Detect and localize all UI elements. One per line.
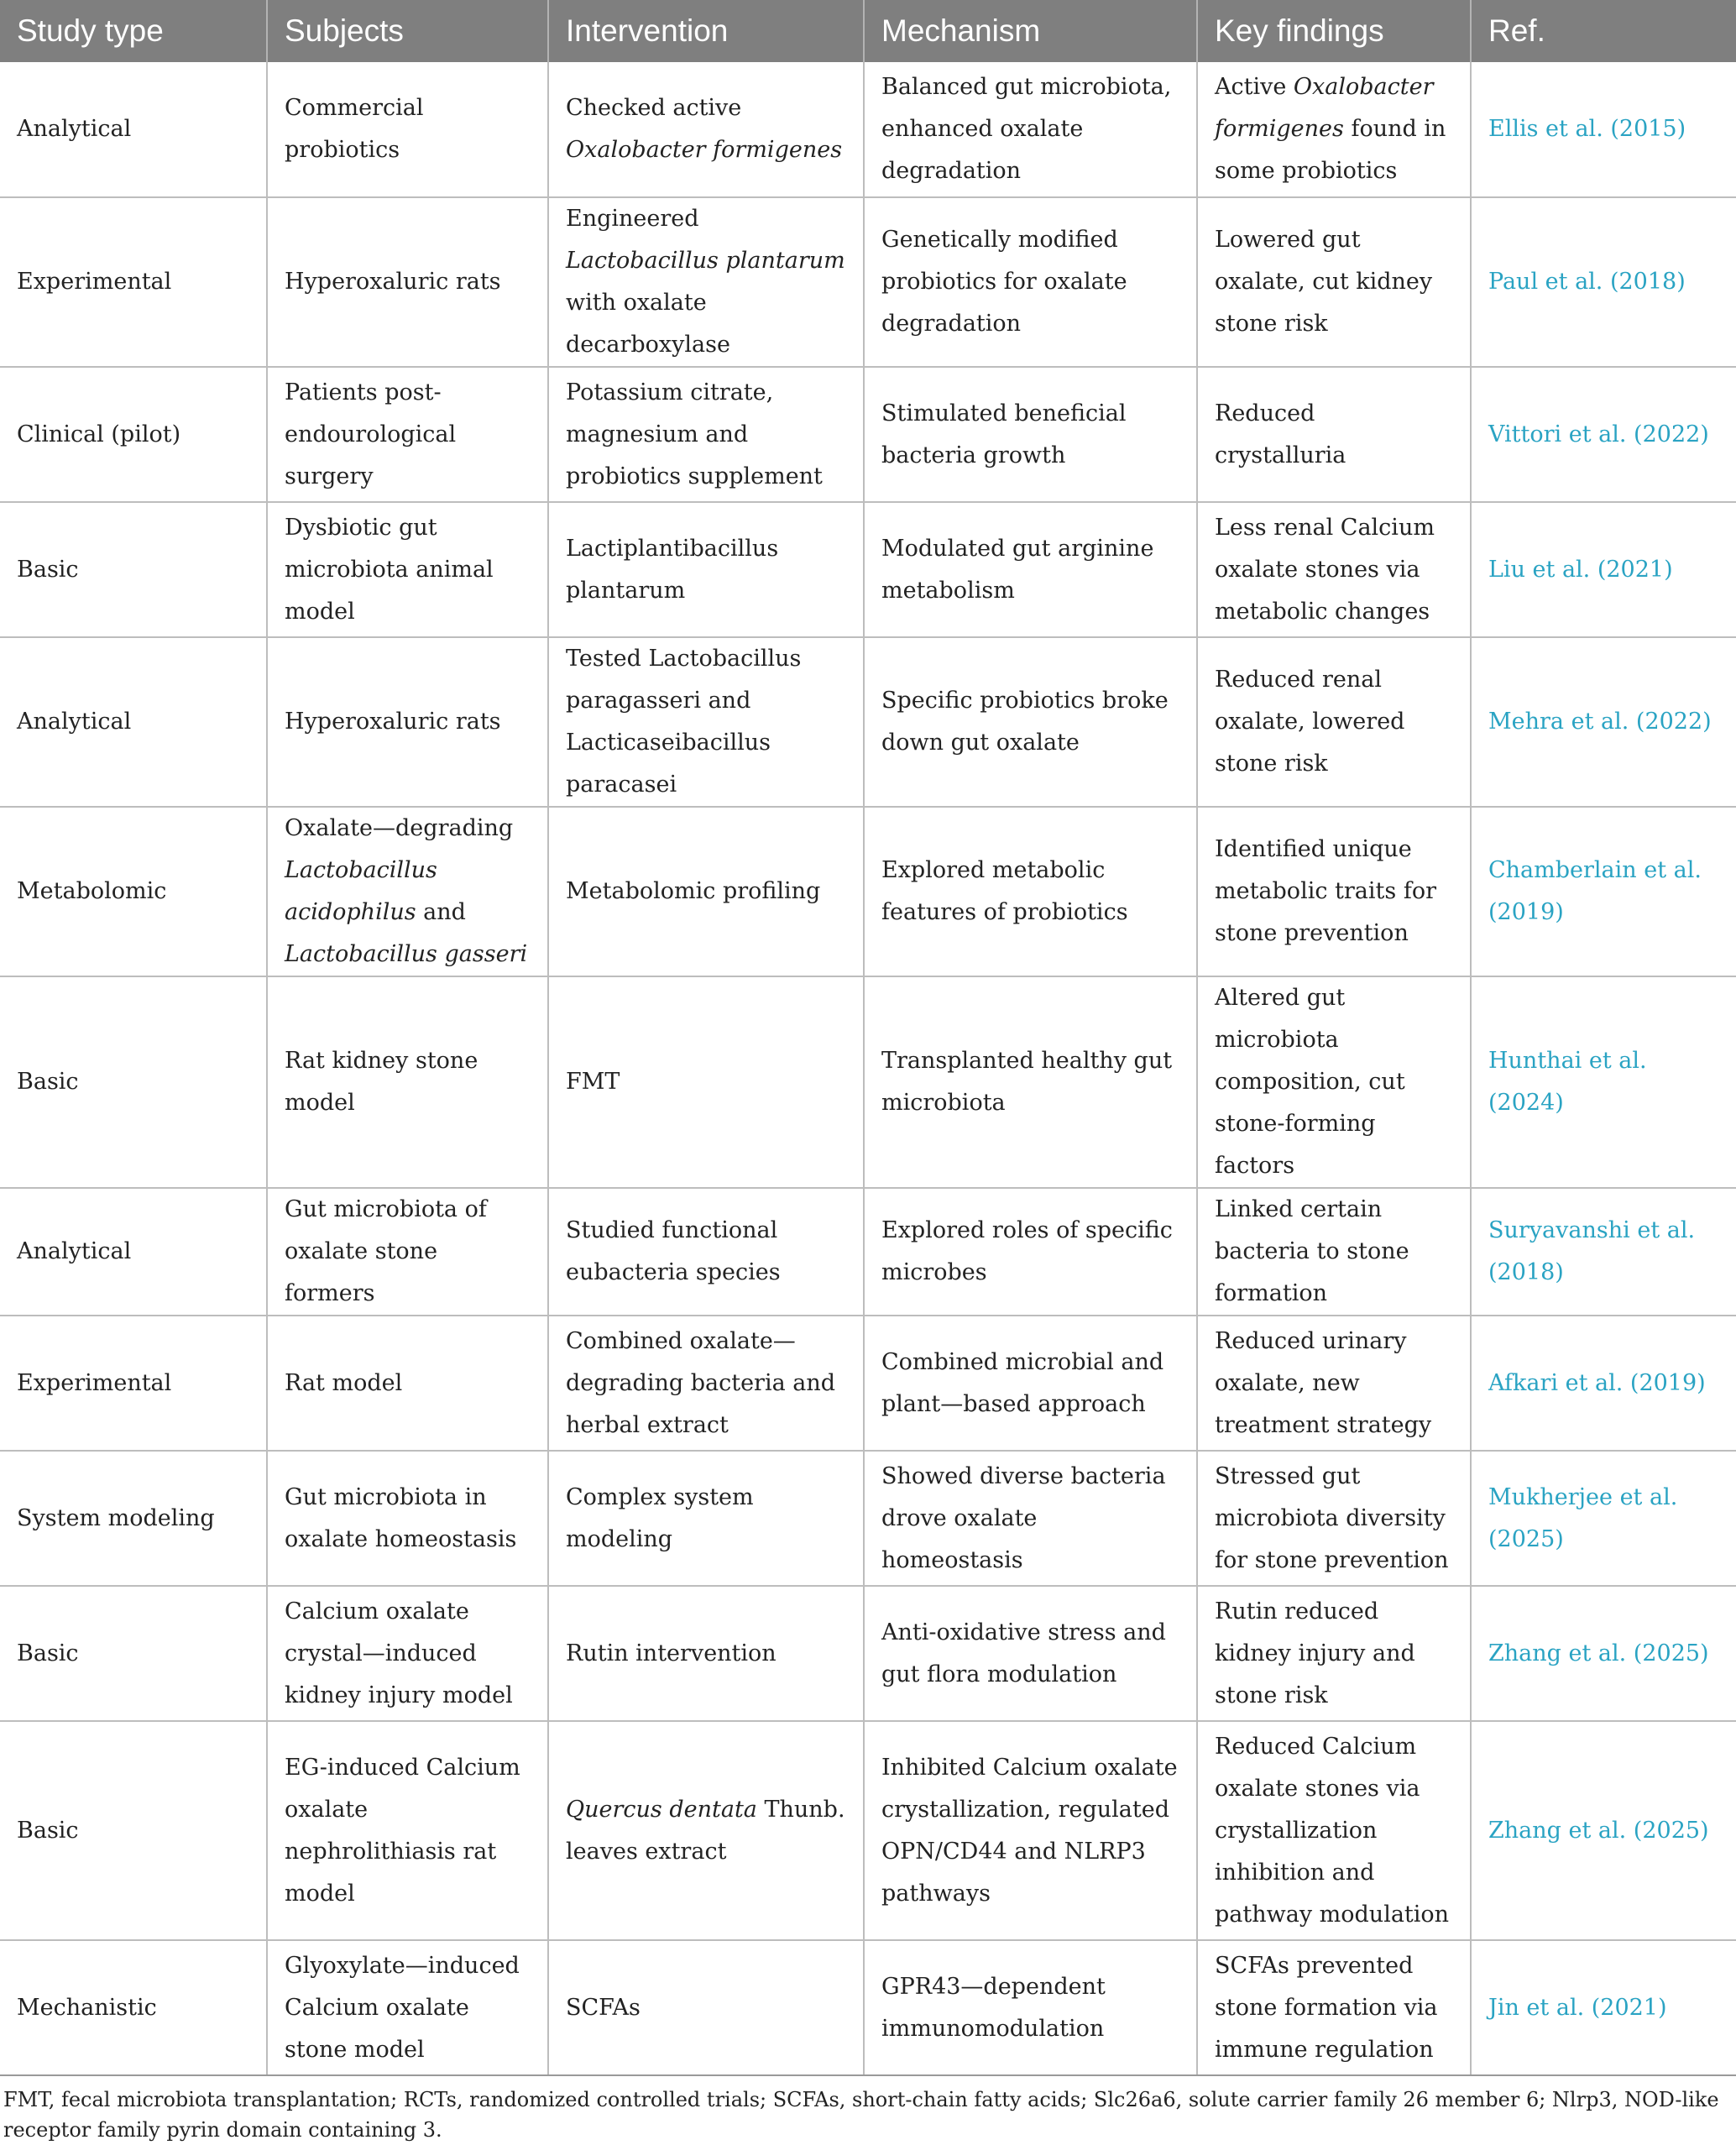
reference-link[interactable]: Vittori et al. (2022) <box>1471 367 1736 502</box>
cell-study-type: Analytical <box>0 1188 267 1316</box>
cell-subjects: Rat model <box>267 1316 548 1451</box>
cell-subjects: Gut microbiota of oxalate stone formers <box>267 1188 548 1316</box>
cell-subjects: Patients post-endourological surgery <box>267 367 548 502</box>
cell-key-findings: Identified unique metabolic traits for stone prevention <box>1197 807 1471 976</box>
reference-link[interactable]: Chamberlain et al. (2019) <box>1471 807 1736 976</box>
cell-study-type: Experimental <box>0 197 267 367</box>
cell-intervention: FMT <box>548 976 864 1188</box>
text: Checked active <box>566 95 742 121</box>
cell-subjects: Gut microbiota in oxalate homeostasis <box>267 1451 548 1586</box>
species-name: Quercus dentata <box>566 1796 757 1823</box>
cell-key-findings: Reduced renal oxalate, lowered stone risk <box>1197 637 1471 807</box>
reference-link[interactable]: Suryavanshi et al. (2018) <box>1471 1188 1736 1316</box>
reference-link[interactable]: Ellis et al. (2015) <box>1471 62 1736 197</box>
species-name: Lactobacillus plantarum <box>566 248 845 274</box>
reference-link[interactable]: Afkari et al. (2019) <box>1471 1316 1736 1451</box>
cell-intervention <box>548 197 864 367</box>
cell-study-type: System modeling <box>0 1451 267 1586</box>
cell-key-findings: Stressed gut microbiota diversity for stone prevention <box>1197 1451 1471 1586</box>
cell-study-type: Analytical <box>0 62 267 197</box>
species-name: Lactobacillus acidophilus <box>285 857 437 925</box>
cell-mechanism: Modulated gut arginine metabolism <box>864 502 1197 637</box>
reference-link[interactable]: Jin et al. (2021) <box>1471 1940 1736 2075</box>
cell-mechanism: Anti-oxidative stress and gut flora modulation <box>864 1586 1197 1721</box>
table-row <box>0 502 1736 637</box>
reference-link[interactable]: Zhang et al. (2025) <box>1471 1721 1736 1940</box>
table-row <box>0 367 1736 502</box>
cell-mechanism: Genetically modified probiotics for oxalate degradation <box>864 197 1197 367</box>
cell-mechanism: Inhibited Calcium oxalate crystallization, regulated OPN/CD44 and NLRP3 pathways <box>864 1721 1197 1940</box>
cell-key-findings: Lowered gut oxalate, cut kidney stone risk <box>1197 197 1471 367</box>
cell-subjects: Dysbiotic gut microbiota animal model <box>267 502 548 637</box>
cell-study-type: Basic <box>0 1586 267 1721</box>
cell-study-type: Mechanistic <box>0 1940 267 2075</box>
cell-subjects: Hyperoxaluric rats <box>267 637 548 807</box>
cell-key-findings: Reduced crystalluria <box>1197 367 1471 502</box>
cell-subjects: Commercial probiotics <box>267 62 548 197</box>
text: Thunb. leaves extract <box>566 1796 845 1865</box>
table-row <box>0 1451 1736 1586</box>
cell-intervention: Combined oxalate—degrading bacteria and herbal extract <box>548 1316 864 1451</box>
cell-intervention: Rutin intervention <box>548 1586 864 1721</box>
reference-link[interactable]: Hunthai et al. (2024) <box>1471 976 1736 1188</box>
cell-mechanism: Showed diverse bacteria drove oxalate homeostasis <box>864 1451 1197 1586</box>
reference-link[interactable]: Mukherjee et al. (2025) <box>1471 1451 1736 1586</box>
cell-subjects: Rat kidney stone model <box>267 976 548 1188</box>
cell-study-type: Analytical <box>0 637 267 807</box>
cell-subjects: Calcium oxalate crystal—induced kidney injury model <box>267 1586 548 1721</box>
cell-study-type: Basic <box>0 976 267 1188</box>
cell-key-findings: Reduced urinary oxalate, new treatment strategy <box>1197 1316 1471 1451</box>
species-name: Lactobacillus gasseri <box>285 941 528 967</box>
cell-mechanism: GPR43—dependent immunomodulation <box>864 1940 1197 2075</box>
cell-mechanism: Combined microbial and plant—based approach <box>864 1316 1197 1451</box>
species-name: Oxalobacter formigenes <box>566 137 843 163</box>
text: Engineered <box>566 206 699 232</box>
table-row <box>0 197 1736 367</box>
cell-study-type: Basic <box>0 502 267 637</box>
header-mechanism: Mechanism <box>864 0 1197 62</box>
cell-study-type: Metabolomic <box>0 807 267 976</box>
header-subjects: Subjects <box>267 0 548 62</box>
table-row <box>0 976 1736 1188</box>
species-name: Oxalobacter formigenes <box>1215 74 1434 142</box>
text: found in some probiotics <box>1215 116 1446 184</box>
cell-intervention: SCFAs <box>548 1940 864 2075</box>
reference-link[interactable]: Liu et al. (2021) <box>1471 502 1736 637</box>
header-key-findings: Key findings <box>1197 0 1471 62</box>
cell-key-findings <box>1197 62 1471 197</box>
cell-subjects <box>267 807 548 976</box>
header-study-type: Study type <box>0 0 267 62</box>
table-row <box>0 807 1736 976</box>
table-row <box>0 637 1736 807</box>
reference-link[interactable]: Paul et al. (2018) <box>1471 197 1736 367</box>
cell-key-findings: Reduced Calcium oxalate stones via crystallization inhibition and pathway modulation <box>1197 1721 1471 1940</box>
cell-study-type: Experimental <box>0 1316 267 1451</box>
text: Oxalate—degrading <box>285 815 514 841</box>
header-ref: Ref. <box>1471 0 1736 62</box>
reference-link[interactable]: Zhang et al. (2025) <box>1471 1586 1736 1721</box>
cell-subjects: EG-induced Calcium oxalate nephrolithiasis rat model <box>267 1721 548 1940</box>
cell-study-type: Clinical (pilot) <box>0 367 267 502</box>
table-row <box>0 1940 1736 2075</box>
text: with oxalate decarboxylase <box>566 290 730 358</box>
cell-key-findings: Altered gut microbiota composition, cut stone-forming factors <box>1197 976 1471 1188</box>
cell-key-findings: Less renal Calcium oxalate stones via metabolic changes <box>1197 502 1471 637</box>
cell-key-findings: SCFAs prevented stone formation via immune regulation <box>1197 1940 1471 2075</box>
cell-key-findings: Rutin reduced kidney injury and stone risk <box>1197 1586 1471 1721</box>
cell-key-findings: Linked certain bacteria to stone formation <box>1197 1188 1471 1316</box>
cell-intervention <box>548 1721 864 1940</box>
cell-subjects: Glyoxylate—induced Calcium oxalate stone model <box>267 1940 548 2075</box>
reference-link[interactable]: Mehra et al. (2022) <box>1471 637 1736 807</box>
cell-intervention: Lactiplantibacillus plantarum <box>548 502 864 637</box>
cell-mechanism: Explored metabolic features of probiotics <box>864 807 1197 976</box>
cell-intervention: Complex system modeling <box>548 1451 864 1586</box>
cell-study-type: Basic <box>0 1721 267 1940</box>
text: Active <box>1215 74 1294 100</box>
header-intervention: Intervention <box>548 0 864 62</box>
cell-mechanism: Stimulated beneficial bacteria growth <box>864 367 1197 502</box>
text: and <box>416 899 466 925</box>
cell-intervention <box>548 62 864 197</box>
table-row <box>0 1188 1736 1316</box>
table-row <box>0 1721 1736 1940</box>
header-row <box>0 0 1736 62</box>
cell-intervention: Studied functional eubacteria species <box>548 1188 864 1316</box>
cell-intervention: Metabolomic profiling <box>548 807 864 976</box>
table-footnote: FMT, fecal microbiota transplantation; RCTs, randomized controlled trials; SCFAs, short-chain fatty acids; Slc26a6, solute carrier family 26 member 6; Nlrp3, NOD-like receptor family pyrin domain containing 3. <box>3 2088 1719 2142</box>
cell-intervention: Tested Lactobacillus paragasseri and Lacticaseibacillus paracasei <box>548 637 864 807</box>
cell-mechanism: Specific probiotics broke down gut oxalate <box>864 637 1197 807</box>
cell-mechanism: Balanced gut microbiota, enhanced oxalate degradation <box>864 62 1197 197</box>
table-row <box>0 62 1736 197</box>
table-row <box>0 1316 1736 1451</box>
cell-mechanism: Transplanted healthy gut microbiota <box>864 976 1197 1188</box>
table-row <box>0 1586 1736 1721</box>
cell-subjects: Hyperoxaluric rats <box>267 197 548 367</box>
cell-intervention: Potassium citrate, magnesium and probiotics supplement <box>548 367 864 502</box>
cell-mechanism: Explored roles of specific microbes <box>864 1188 1197 1316</box>
